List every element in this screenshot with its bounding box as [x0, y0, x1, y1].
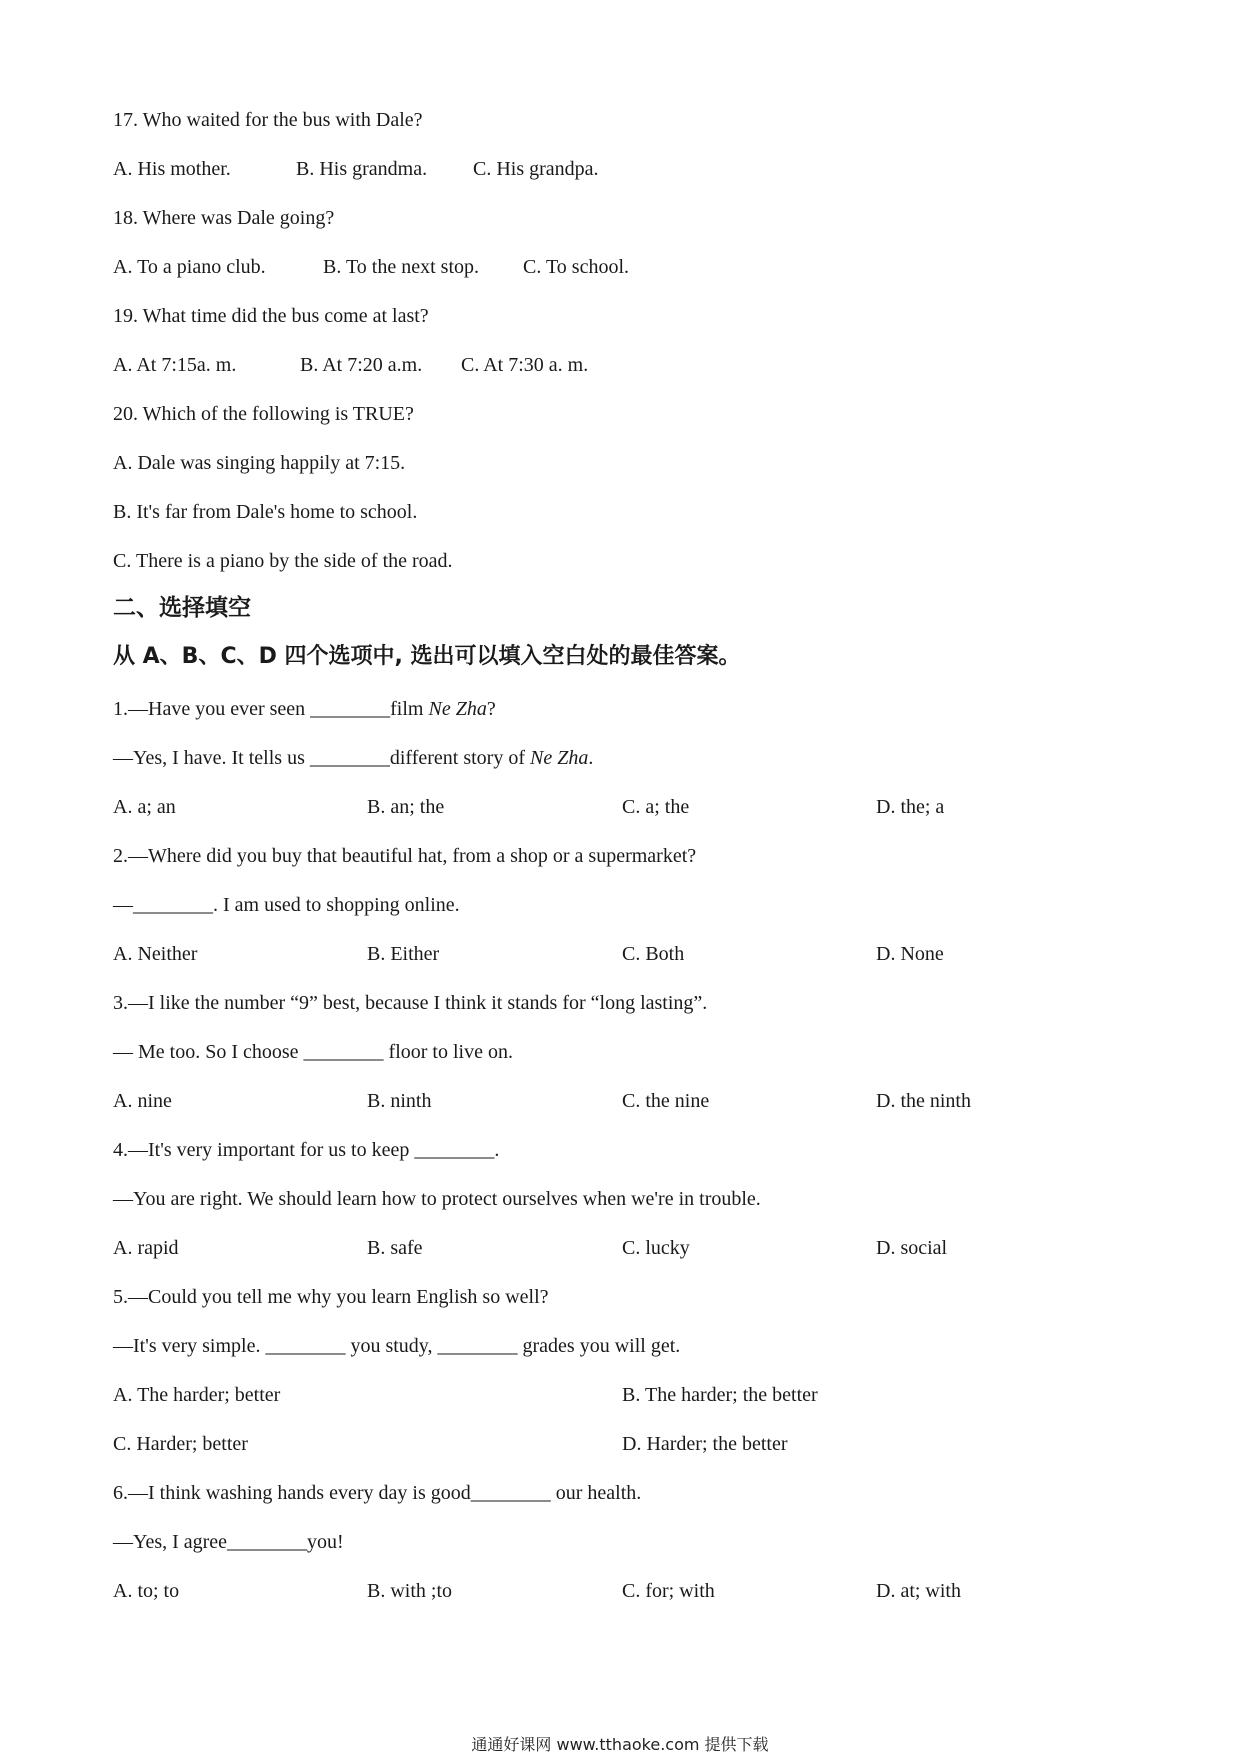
q4-option-a: A. rapid: [113, 1237, 179, 1259]
q4-option-d: D. social: [876, 1237, 948, 1259]
q17-option-a: A. His mother.: [113, 158, 231, 180]
q19-option-b: B. At 7:20 a.m.: [300, 354, 423, 376]
q6-option-c: C. for; with: [622, 1580, 715, 1602]
section-title: 二、选择填空: [113, 595, 251, 621]
blank-question-2-line-1: 2.—Where did you buy that beautiful hat, from a shop or a supermarket?: [113, 845, 697, 867]
q1-option-a: A. a; an: [113, 796, 176, 818]
q3-option-b: B. ninth: [367, 1090, 432, 1112]
q19-option-c: C. At 7:30 a. m.: [461, 354, 589, 376]
q17-option-c: C. His grandpa.: [473, 158, 599, 180]
q2-option-d: D. None: [876, 943, 944, 965]
question-19: 19. What time did the bus come at last?: [113, 305, 429, 327]
q18-option-a: A. To a piano club.: [113, 256, 266, 278]
q5-option-b: B. The harder; the better: [622, 1384, 818, 1406]
q2-option-c: C. Both: [622, 943, 685, 965]
q3-option-a: A. nine: [113, 1090, 172, 1112]
q4-option-b: B. safe: [367, 1237, 423, 1259]
blank-question-1-line-1: 1.—Have you ever seen ________film Ne Zha?: [113, 698, 496, 720]
blank-question-4-line-2: —You are right. We should learn how to protect ourselves when we're in trouble.: [113, 1188, 761, 1210]
blank-question-4-line-1: 4.—It's very important for us to keep ________.: [113, 1139, 500, 1161]
blank-question-2-line-2: —________. I am used to shopping online.: [113, 894, 460, 916]
blank-question-3-line-2: — Me too. So I choose ________ floor to live on.: [113, 1041, 513, 1063]
q17-option-b: B. His grandma.: [296, 158, 428, 180]
q1-option-c: C. a; the: [622, 796, 690, 818]
q6-option-b: B. with ;to: [367, 1580, 453, 1602]
q6-option-a: A. to; to: [113, 1580, 180, 1602]
q1-option-b: B. an; the: [367, 796, 445, 818]
blank-question-1-line-2: —Yes, I have. It tells us ________different story of Ne Zha.: [113, 747, 594, 769]
blank-question-5-line-1: 5.—Could you tell me why you learn English so well?: [113, 1286, 549, 1308]
q20-option-c: C. There is a piano by the side of the road.: [113, 550, 453, 572]
question-20: 20. Which of the following is TRUE?: [113, 403, 414, 425]
q18-option-b: B. To the next stop.: [323, 256, 480, 278]
q18-option-c: C. To school.: [523, 256, 630, 278]
q1-option-d: D. the; a: [876, 796, 945, 818]
blank-question-3-line-1: 3.—I like the number “9” best, because I think it stands for “long lasting”.: [113, 992, 708, 1014]
q3-option-d: D. the ninth: [876, 1090, 971, 1112]
q4-option-c: C. lucky: [622, 1237, 690, 1259]
section-instruction: 从 A、B、C、D 四个选项中, 选出可以填入空白处的最佳答案。: [113, 644, 741, 669]
q5-option-a: A. The harder; better: [113, 1384, 281, 1406]
blank-question-6-line-2: —Yes, I agree________you!: [113, 1531, 344, 1553]
blank-question-5-line-2: —It's very simple. ________ you study, ________ grades you will get.: [113, 1335, 681, 1357]
page-footer: 通通好课网 www.tthaoke.com 提供下载: [471, 1735, 769, 1754]
q5-option-d: D. Harder; the better: [622, 1433, 788, 1455]
blank-question-6-line-1: 6.—I think washing hands every day is good________ our health.: [113, 1482, 642, 1504]
q2-option-b: B. Either: [367, 943, 440, 965]
question-17: 17. Who waited for the bus with Dale?: [113, 109, 423, 131]
q5-option-c: C. Harder; better: [113, 1433, 248, 1455]
question-18: 18. Where was Dale going?: [113, 207, 335, 229]
q2-option-a: A. Neither: [113, 943, 198, 965]
q20-option-b: B. It's far from Dale's home to school.: [113, 501, 418, 523]
q6-option-d: D. at; with: [876, 1580, 961, 1602]
q20-option-a: A. Dale was singing happily at 7:15.: [113, 452, 406, 474]
q3-option-c: C. the nine: [622, 1090, 710, 1112]
q19-option-a: A. At 7:15a. m.: [113, 354, 237, 376]
